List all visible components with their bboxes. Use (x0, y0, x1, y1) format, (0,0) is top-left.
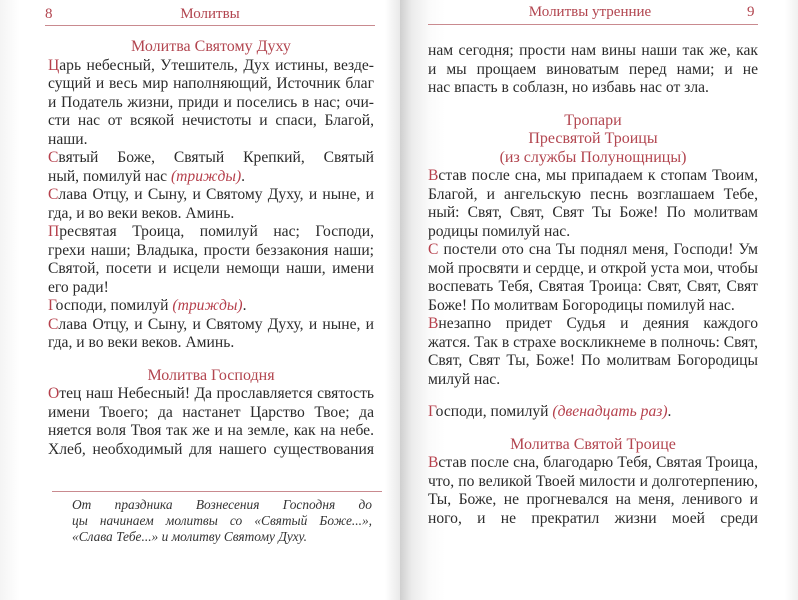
line-text: гда, и во веки веков. Аминь. (48, 204, 235, 222)
line-text: ресвятая Троица, помилуй нас; Господи, (59, 223, 374, 240)
header-rule (45, 25, 375, 26)
drop-initial: П (48, 223, 60, 240)
line-end: . (241, 167, 246, 185)
line-end: . (242, 297, 247, 314)
running-head: Молитвы (180, 6, 240, 22)
text-line (428, 186, 758, 205)
page-number: 8 (45, 6, 53, 22)
text-line (428, 61, 758, 80)
text-line (428, 352, 758, 371)
line-text: имени Твоего; да настанет Царство Твое; да (48, 403, 374, 421)
text-line (428, 491, 758, 510)
page-number: 9 (747, 4, 755, 20)
section-heading: Молитва Святой Троице (510, 435, 676, 453)
text-line (428, 241, 758, 260)
text-line (48, 441, 374, 460)
line-text: Святой, посети и исцели немощи наши, имени (48, 260, 374, 277)
text-line (48, 57, 374, 76)
line-text: его ради! (48, 278, 109, 296)
section-heading: (из службы Полунощницы) (499, 148, 687, 166)
drop-initial: Ц (48, 56, 60, 74)
line-text: Ты, Боже, не прогневался на меня, ленивого и (428, 491, 758, 508)
drop-initial: Г (48, 297, 56, 314)
text-line (428, 42, 758, 61)
rubric-note: (трижды) (170, 167, 242, 185)
line-text: родицы помилуй нас. (428, 222, 571, 240)
footnote-line: От праздника Вознесения Господня до (72, 497, 372, 512)
line-text: сущий и весь мир наполняющий, Источник благ (48, 75, 374, 92)
text-line (48, 385, 374, 404)
footnote-line: цы начинаем молитвы со «Святый Боже...», (72, 513, 372, 528)
line-text: осподи, помилуй (55, 297, 173, 314)
text-line (48, 112, 374, 131)
line-text: жатся. Так в страхе воскликнеме в полночь: Свят, (428, 333, 758, 351)
line-text: мой просвяти и сердце, и открой уста мои, чтобы (428, 259, 758, 277)
footnote (72, 497, 372, 545)
text-line (428, 403, 758, 422)
text-line (48, 316, 374, 335)
header-rule (428, 24, 758, 25)
line-text: гда, и во веки веков. Аминь. (48, 334, 235, 351)
text-line (428, 79, 758, 98)
text-line (428, 278, 758, 297)
spacer (428, 422, 758, 436)
spacer (428, 389, 758, 403)
text-line (428, 334, 758, 353)
line-text: наши. (48, 130, 88, 148)
line-text: милуй нас. (428, 370, 501, 388)
text-line (48, 168, 374, 187)
text-line (428, 315, 758, 334)
section-heading: Тропари (564, 111, 622, 129)
line-text: и мы прощаем виноватым перед нами; и не (428, 60, 758, 78)
line-text: Свят, Свят Ты, Боже! По молитвам Богородицы (428, 352, 758, 369)
section-heading: Молитва Господня (147, 366, 275, 384)
text-line (48, 186, 374, 205)
line-text: грехи наши; Владыка, прости беззакония наши; (48, 241, 374, 259)
text-line (48, 75, 374, 94)
line-text: тец наш Небесный! Да прославляется святость (59, 385, 374, 402)
spacer (48, 353, 374, 367)
text-line (48, 94, 374, 113)
text-line (428, 204, 758, 223)
text-line (428, 223, 758, 242)
text-line (48, 205, 374, 224)
line-text: Боже! По молитвам Богородицы помилуй нас. (428, 296, 735, 314)
line-text: незапно придет Судья и деяния каждого (438, 315, 758, 332)
line-text: став после сна, мы припадаем к стопам Твоим, (438, 167, 758, 184)
text-line (428, 473, 758, 492)
line-text: осподи, помилуй (435, 403, 553, 420)
text-line (428, 510, 758, 529)
drop-initial: В (428, 315, 439, 332)
footnote-rule (52, 491, 382, 492)
line-text: нам сегодня; прости нам вины наши так же, как (428, 42, 758, 59)
line-text: нас впасть в соблазн, но избавь нас от зла. (428, 79, 709, 96)
drop-initial: В (428, 454, 439, 471)
drop-initial: С (48, 186, 59, 203)
drop-initial: О (48, 385, 60, 402)
line-text: став после сна, благодарю Тебя, Святая Троица, (438, 454, 758, 471)
text-line (428, 371, 758, 390)
line-text: что, по великой Твоей милости и долготерпению, (428, 472, 758, 490)
text-line (428, 260, 758, 279)
right-text-column (428, 42, 758, 528)
line-text: вятый Боже, Святый Крепкий, Святый (58, 149, 374, 166)
drop-initial: С (48, 315, 59, 333)
running-head: Молитвы утренние (528, 4, 652, 20)
line-text: постели ото сна Ты поднял меня, Господи! Ум (438, 241, 758, 258)
line-text: лава Отцу, и Сыну, и Святому Духу, и ныне, и (58, 315, 374, 333)
line-text: воспевать Тебя, Святая Троица: Свят, Свят, Свят (428, 278, 758, 295)
text-line (48, 131, 374, 150)
text-line (428, 297, 758, 316)
text-line (48, 260, 374, 279)
text-line (48, 334, 374, 353)
line-text: лава Отцу, и Сыну, и Святому Духу, и ныне, и (58, 186, 374, 203)
line-end: . (667, 403, 672, 420)
footnote-line: «Слава Тебе...» и молитву Святому Духу. (72, 529, 308, 544)
line-text: арь небесный, Утешитель, Дух истины, везде- (59, 56, 374, 74)
text-line (48, 404, 374, 423)
text-line (48, 422, 374, 441)
section-heading: Пресвятой Троицы (528, 130, 658, 147)
text-line (48, 279, 374, 298)
line-text: и Податель жизни, приди и поселись в нас; очи- (48, 93, 374, 111)
drop-initial: Г (428, 403, 436, 420)
right-page (400, 0, 798, 600)
text-line (48, 223, 374, 242)
drop-initial: В (428, 167, 439, 184)
rubric-note: (двенадцать раз) (552, 403, 668, 420)
line-text: ного, и не прекратил жизни моей среди (428, 509, 758, 527)
line-text: няется воля Твоя так же и на земле, как на небе. (48, 422, 374, 439)
section-heading: Молитва Святому Духу (131, 38, 291, 55)
left-text-column (48, 38, 374, 459)
text-line (48, 149, 374, 168)
text-line (428, 167, 758, 186)
rubric-note: (трижды) (172, 297, 243, 314)
drop-initial: С (428, 241, 439, 258)
line-text: Благой, и ангельскую песнь возглашаем Тебе, (428, 185, 758, 203)
text-line (428, 454, 758, 473)
line-text: ный, помилуй нас (48, 167, 171, 185)
line-text: сти нас от всякой нечистоты и спаси, Благой, (48, 112, 374, 129)
line-text: Хлеб, необходимый для нашего существования (48, 440, 374, 458)
text-line (48, 242, 374, 261)
drop-initial: С (48, 149, 59, 166)
text-line (48, 297, 374, 316)
spacer (428, 98, 758, 112)
line-text: ный: Свят, Свят, Свят Ты Боже! По молитвам (428, 204, 758, 221)
